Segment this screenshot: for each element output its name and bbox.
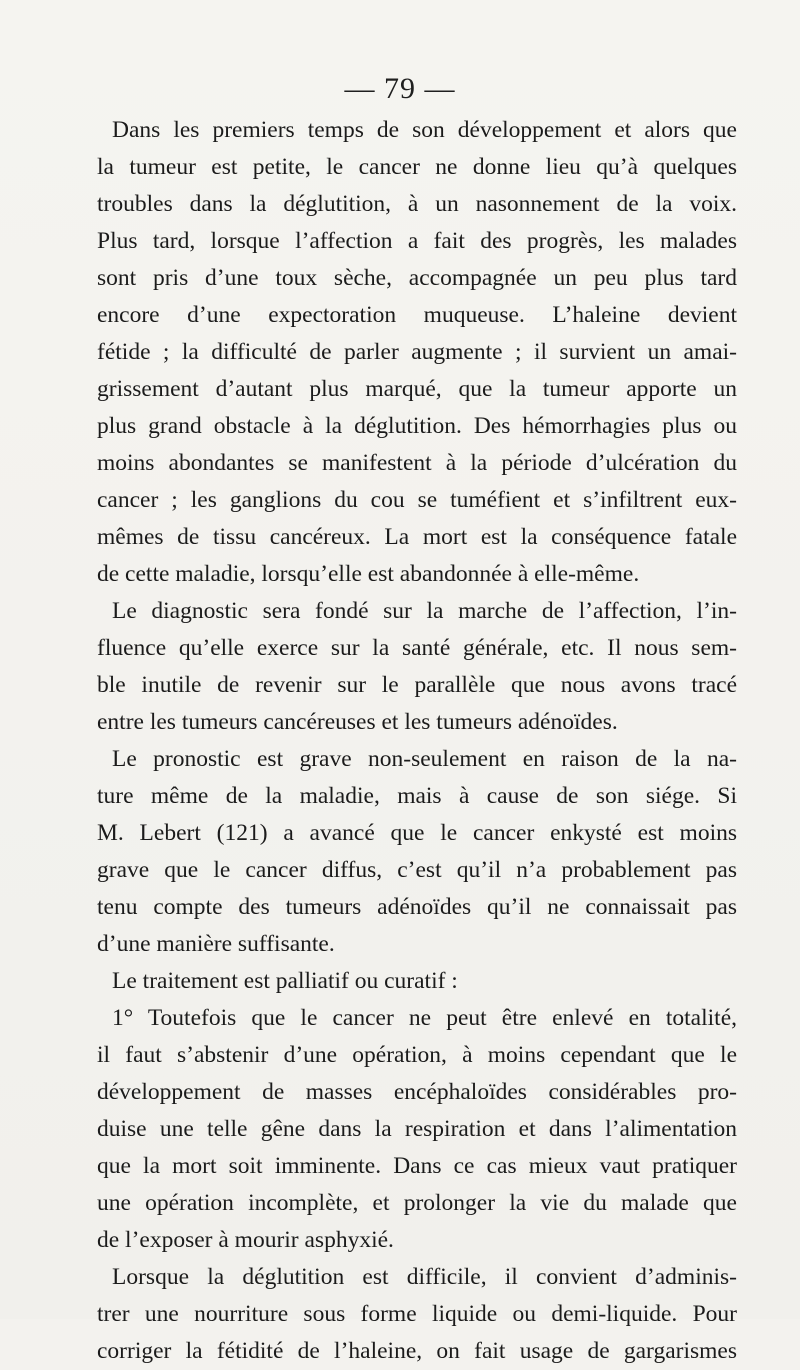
text-line: 1° Toutefois que le cancer ne peut être enlevé en totalité, (112, 1005, 737, 1031)
body-text (97, 112, 737, 1370)
text-line: une opération incomplète, et prolonger la vie du malade que (97, 1190, 737, 1216)
text-line: M. Lebert (121) a avancé que le cancer enkysté est moins (97, 820, 737, 846)
text-line: encore d’une expectoration muqueuse. L’haleine devient (97, 302, 737, 328)
text-line: de cette maladie, lorsqu’elle est abandonnée à elle-même. (97, 561, 640, 587)
text-line: entre les tumeurs cancéreuses et les tumeurs adénoïdes. (97, 709, 618, 735)
text-line: d’une manière suffisante. (97, 931, 335, 957)
text-line: sont pris d’une toux sèche, accompagnée un peu plus tard (97, 265, 737, 291)
text-line: de l’exposer à mourir asphyxié. (97, 1227, 394, 1253)
text-line: plus grand obstacle à la déglutition. Des hémorrhagies plus ou (97, 413, 737, 439)
text-line: Plus tard, lorsque l’affection a fait des progrès, les malades (97, 228, 737, 254)
text-line: développement de masses encéphaloïdes considérables pro- (97, 1079, 737, 1105)
text-line: duise une telle gêne dans la respiration et dans l’alimentation (97, 1116, 737, 1142)
text-line: moins abondantes se manifestent à la période d’ulcération du (97, 450, 737, 476)
text-line: ture même de la maladie, mais à cause de son siége. Si (97, 783, 737, 809)
text-line: il faut s’abstenir d’une opération, à moins cependant que le (97, 1042, 737, 1068)
page-number: — 79 — (344, 72, 456, 105)
text-line: tenu compte des tumeurs adénoïdes qu’il ne connaissait pas (97, 894, 737, 920)
text-line: trer une nourriture sous forme liquide ou demi-liquide. Pour (97, 1301, 737, 1327)
text-line: que la mort soit imminente. Dans ce cas mieux vaut pratiquer (97, 1153, 737, 1179)
text-line: troubles dans la déglutition, à un nasonnement de la voix. (97, 191, 737, 217)
text-line: fétide ; la difficulté de parler augmente ; il survient un amai- (97, 339, 737, 365)
text-line: cancer ; les ganglions du cou se tuméfient et s’infiltrent eux- (97, 487, 737, 513)
text-line: Dans les premiers temps de son développement et alors que (112, 117, 737, 143)
text-line: corriger la fétidité de l’haleine, on fait usage de gargarismes (97, 1338, 737, 1364)
text-line: grissement d’autant plus marqué, que la tumeur apporte un (97, 376, 737, 402)
text-line: grave que le cancer diffus, c’est qu’il n’a probablement pas (97, 857, 737, 883)
text-line: Le pronostic est grave non-seulement en raison de la na- (112, 746, 737, 772)
text-line: mêmes de tissu cancéreux. La mort est la conséquence fatale (97, 524, 737, 550)
text-line: la tumeur est petite, le cancer ne donne lieu qu’à quelques (97, 154, 737, 180)
text-line: Lorsque la déglutition est difficile, il convient d’adminis- (112, 1264, 737, 1290)
text-line: fluence qu’elle exerce sur la santé générale, etc. Il nous sem- (97, 635, 737, 661)
text-line: Le traitement est palliatif ou curatif : (112, 968, 458, 994)
text-line: ble inutile de revenir sur le parallèle que nous avons tracé (97, 672, 737, 698)
text-line: Le diagnostic sera fondé sur la marche de l’affection, l’in- (112, 598, 737, 624)
